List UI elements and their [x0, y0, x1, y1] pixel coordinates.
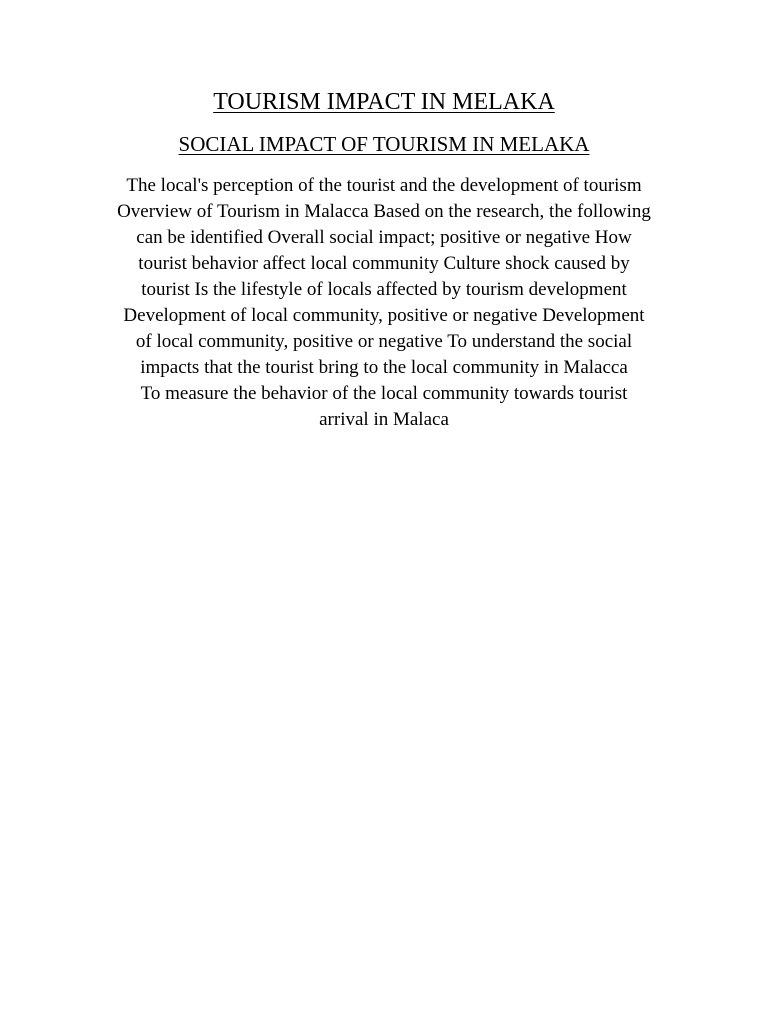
body-line: Overview of Tourism in Malacca Based on the research, the following	[117, 201, 651, 222]
body-line: Development of local community, positive or negative Development	[123, 305, 645, 326]
body-line: tourist Is the lifestyle of locals affected by tourism development	[141, 279, 627, 300]
body-line: impacts that the tourist bring to the local community in Malacca	[140, 357, 628, 378]
body-line: To measure the behavior of the local community towards tourist	[140, 383, 628, 404]
body-line: The local's perception of the tourist and the development of tourism	[126, 175, 642, 196]
body-line: tourist behavior affect local community Culture shock caused by	[138, 253, 630, 274]
body-paragraph	[80, 173, 688, 433]
body-line: can be identified Overall social impact; positive or negative How	[136, 227, 632, 248]
body-line: of local community, positive or negative To understand the social	[135, 331, 633, 352]
document-title: TOURISM IMPACT IN MELAKA	[213, 89, 555, 115]
body-line: arrival in Malaca	[319, 409, 449, 430]
document-subtitle: SOCIAL IMPACT OF TOURISM IN MELAKA	[178, 132, 590, 156]
